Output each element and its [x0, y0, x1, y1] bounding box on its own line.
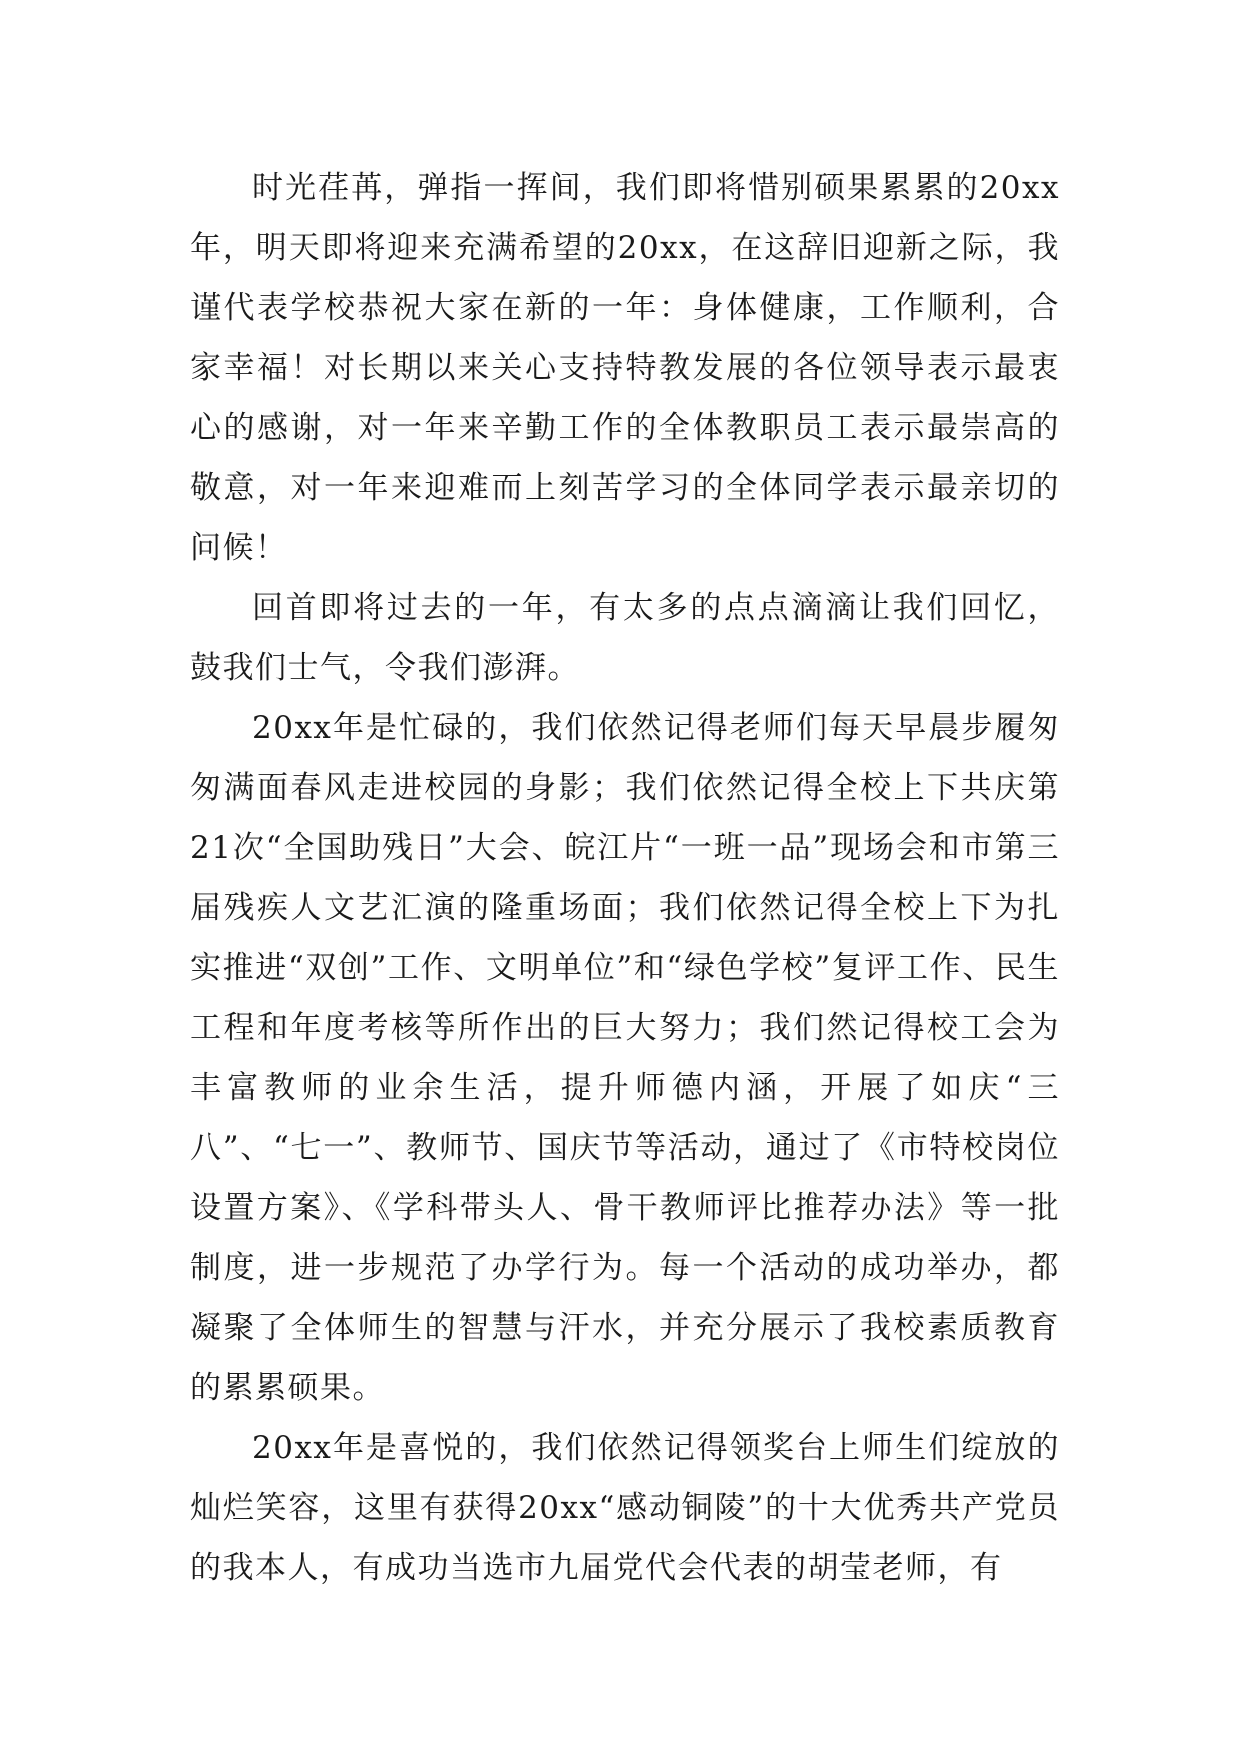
paragraph-4: 20xx年是喜悦的，我们依然记得领奖台上师生们绽放的灿烂笑容，这里有获得20xx“感动铜陵”的十大优秀共产党员的我本人，有成功当选市九届党代会代表的胡莹老师，有	[190, 1430, 1060, 1586]
paragraph-3: 20xx年是忙碌的，我们依然记得老师们每天早晨步履匆匆满面春风走进校园的身影；我们依然记得全校上下共庆第21次“全国助残日”大会、皖江片“一班一品”现场会和市第三届残疾人文艺汇演的隆重场面；我们依然记得全校上下为扎实推进“双创”工作、文明单位”和“绿色学校”复评工作、民生工程和年度考核等所作出的巨大努力；我们然记得校工会为丰富教师的业余生活，提升师德内涵，开展了如庆“三八”、“七一”、教师节、国庆节等活动，通过了《市特校岗位设置方案》、《学科带头人、骨干教师评比推荐办法》等一批制度，进一步规范了办学行为。每一个活动的成功举办，都凝聚了全体师生的智慧与汗水，并充分展示了我校素质教育的累累硕果。	[190, 710, 1060, 1406]
document-body	[190, 158, 1060, 1598]
paragraph-1: 时光荏苒，弹指一挥间，我们即将惜别硕果累累的20xx年，明天即将迎来充满希望的20xx，在这辞旧迎新之际，我谨代表学校恭祝大家在新的一年：身体健康，工作顺利，合家幸福！对长期以来关心支持特教发展的各位领导表示最衷心的感谢，对一年来辛勤工作的全体教职员工表示最崇高的敬意，对一年来迎难而上刻苦学习的全体同学表示最亲切的问候！	[190, 170, 1060, 566]
paragraph-2: 回首即将过去的一年，有太多的点点滴滴让我们回忆，鼓我们士气，令我们澎湃。	[190, 590, 1060, 686]
